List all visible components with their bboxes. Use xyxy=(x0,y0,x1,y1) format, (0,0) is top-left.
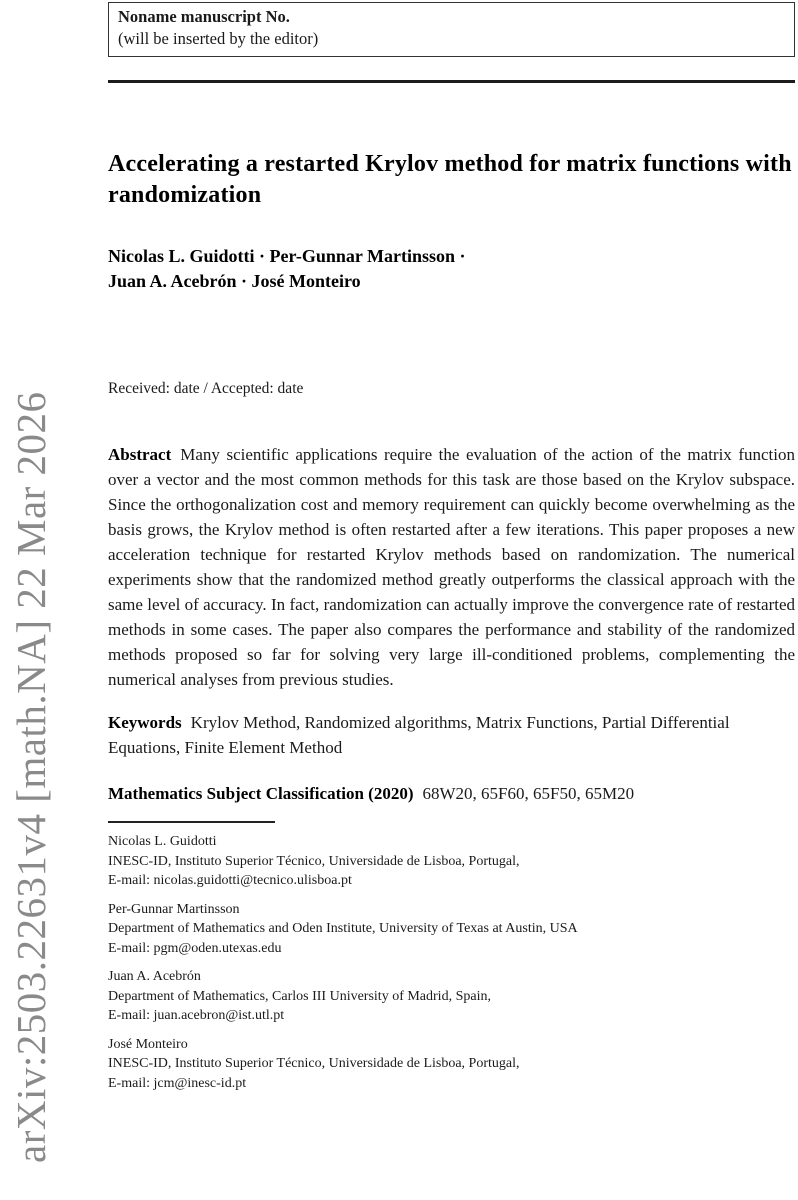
footnote-author-name: Nicolas L. Guidotti xyxy=(108,834,217,850)
abstract-text: Many scientific applications require the evaluation of the action of the matrix function over a vector and the most common methods for this task are those based on the Krylov subspace. Since the orthogonalization cost and memory requirement can quickly become overwhelming as the basis grows, the Krylov method is often restarted after a few iterations. This paper proposes a new acceleration technique for restarted Krylov methods based on randomization. The numerical experiments show that the randomized method greatly outperforms the classical approach with the same level of accuracy. In fact, randomization can actually improve the convergence rate of restarted methods in some cases. The paper also compares the performance and stability of the randomized methods proposed so far for solving very large ill-conditioned problems, complementing the numerical analyses from previous studies. xyxy=(108,445,795,690)
header-rule xyxy=(108,80,795,83)
paper-content xyxy=(108,0,795,1093)
msc-text: 68W20, 65F60, 65F50, 65M20 xyxy=(422,784,635,804)
author-footnotes xyxy=(108,832,795,1093)
manuscript-header-box xyxy=(108,2,795,57)
keywords-label: Keywords xyxy=(108,713,182,733)
footnote-martinsson xyxy=(108,900,795,959)
abstract-label: Abstract xyxy=(108,445,172,465)
received-accepted-line: Received: date / Accepted: date xyxy=(108,380,304,398)
keywords-paragraph xyxy=(108,710,795,760)
authors-line: Nicolas L. Guidotti · Per-Gunnar Martinsson · Juan A. Acebrón · José Monteiro xyxy=(108,246,466,292)
manuscript-editor-note: (will be inserted by the editor) xyxy=(118,29,319,49)
footnote-email: E-mail: juan.acebron@ist.utl.pt xyxy=(108,1008,285,1024)
msc-paragraph xyxy=(108,781,795,806)
paper-title: Accelerating a restarted Krylov method for matrix functions with randomization xyxy=(108,150,792,208)
footnote-author-name: Per-Gunnar Martinsson xyxy=(108,901,240,917)
footnote-affiliation: INESC-ID, Instituto Superior Técnico, Universidade de Lisboa, Portugal, xyxy=(108,853,520,869)
footnote-monteiro xyxy=(108,1035,795,1094)
footnote-acebron xyxy=(108,967,795,1026)
keywords-text: Krylov Method, Randomized algorithms, Matrix Functions, Partial Differential Equations, Finite Element Method xyxy=(108,713,730,758)
abstract-paragraph xyxy=(108,442,795,692)
footnote-affiliation: Department of Mathematics, Carlos III University of Madrid, Spain, xyxy=(108,988,491,1004)
arxiv-watermark: arXiv:2503.22631v4 [math.NA] 22 Mar 2026 xyxy=(8,391,54,1163)
footnote-email: E-mail: jcm@inesc-id.pt xyxy=(108,1075,247,1091)
footnote-guidotti xyxy=(108,832,795,891)
footnote-affiliation: INESC-ID, Instituto Superior Técnico, Universidade de Lisboa, Portugal, xyxy=(108,1056,520,1072)
footnote-author-name: Juan A. Acebrón xyxy=(108,969,201,985)
footnote-email: E-mail: pgm@oden.utexas.edu xyxy=(108,940,282,956)
manuscript-no-line: Noname manuscript No. xyxy=(118,7,290,26)
msc-label: Mathematics Subject Classification (2020) xyxy=(108,784,414,804)
footnote-author-name: José Monteiro xyxy=(108,1036,188,1052)
footnote-email: E-mail: nicolas.guidotti@tecnico.ulisboa.pt xyxy=(108,873,352,889)
footnote-rule xyxy=(108,821,275,823)
footnote-affiliation: Department of Mathematics and Oden Institute, University of Texas at Austin, USA xyxy=(108,921,578,937)
